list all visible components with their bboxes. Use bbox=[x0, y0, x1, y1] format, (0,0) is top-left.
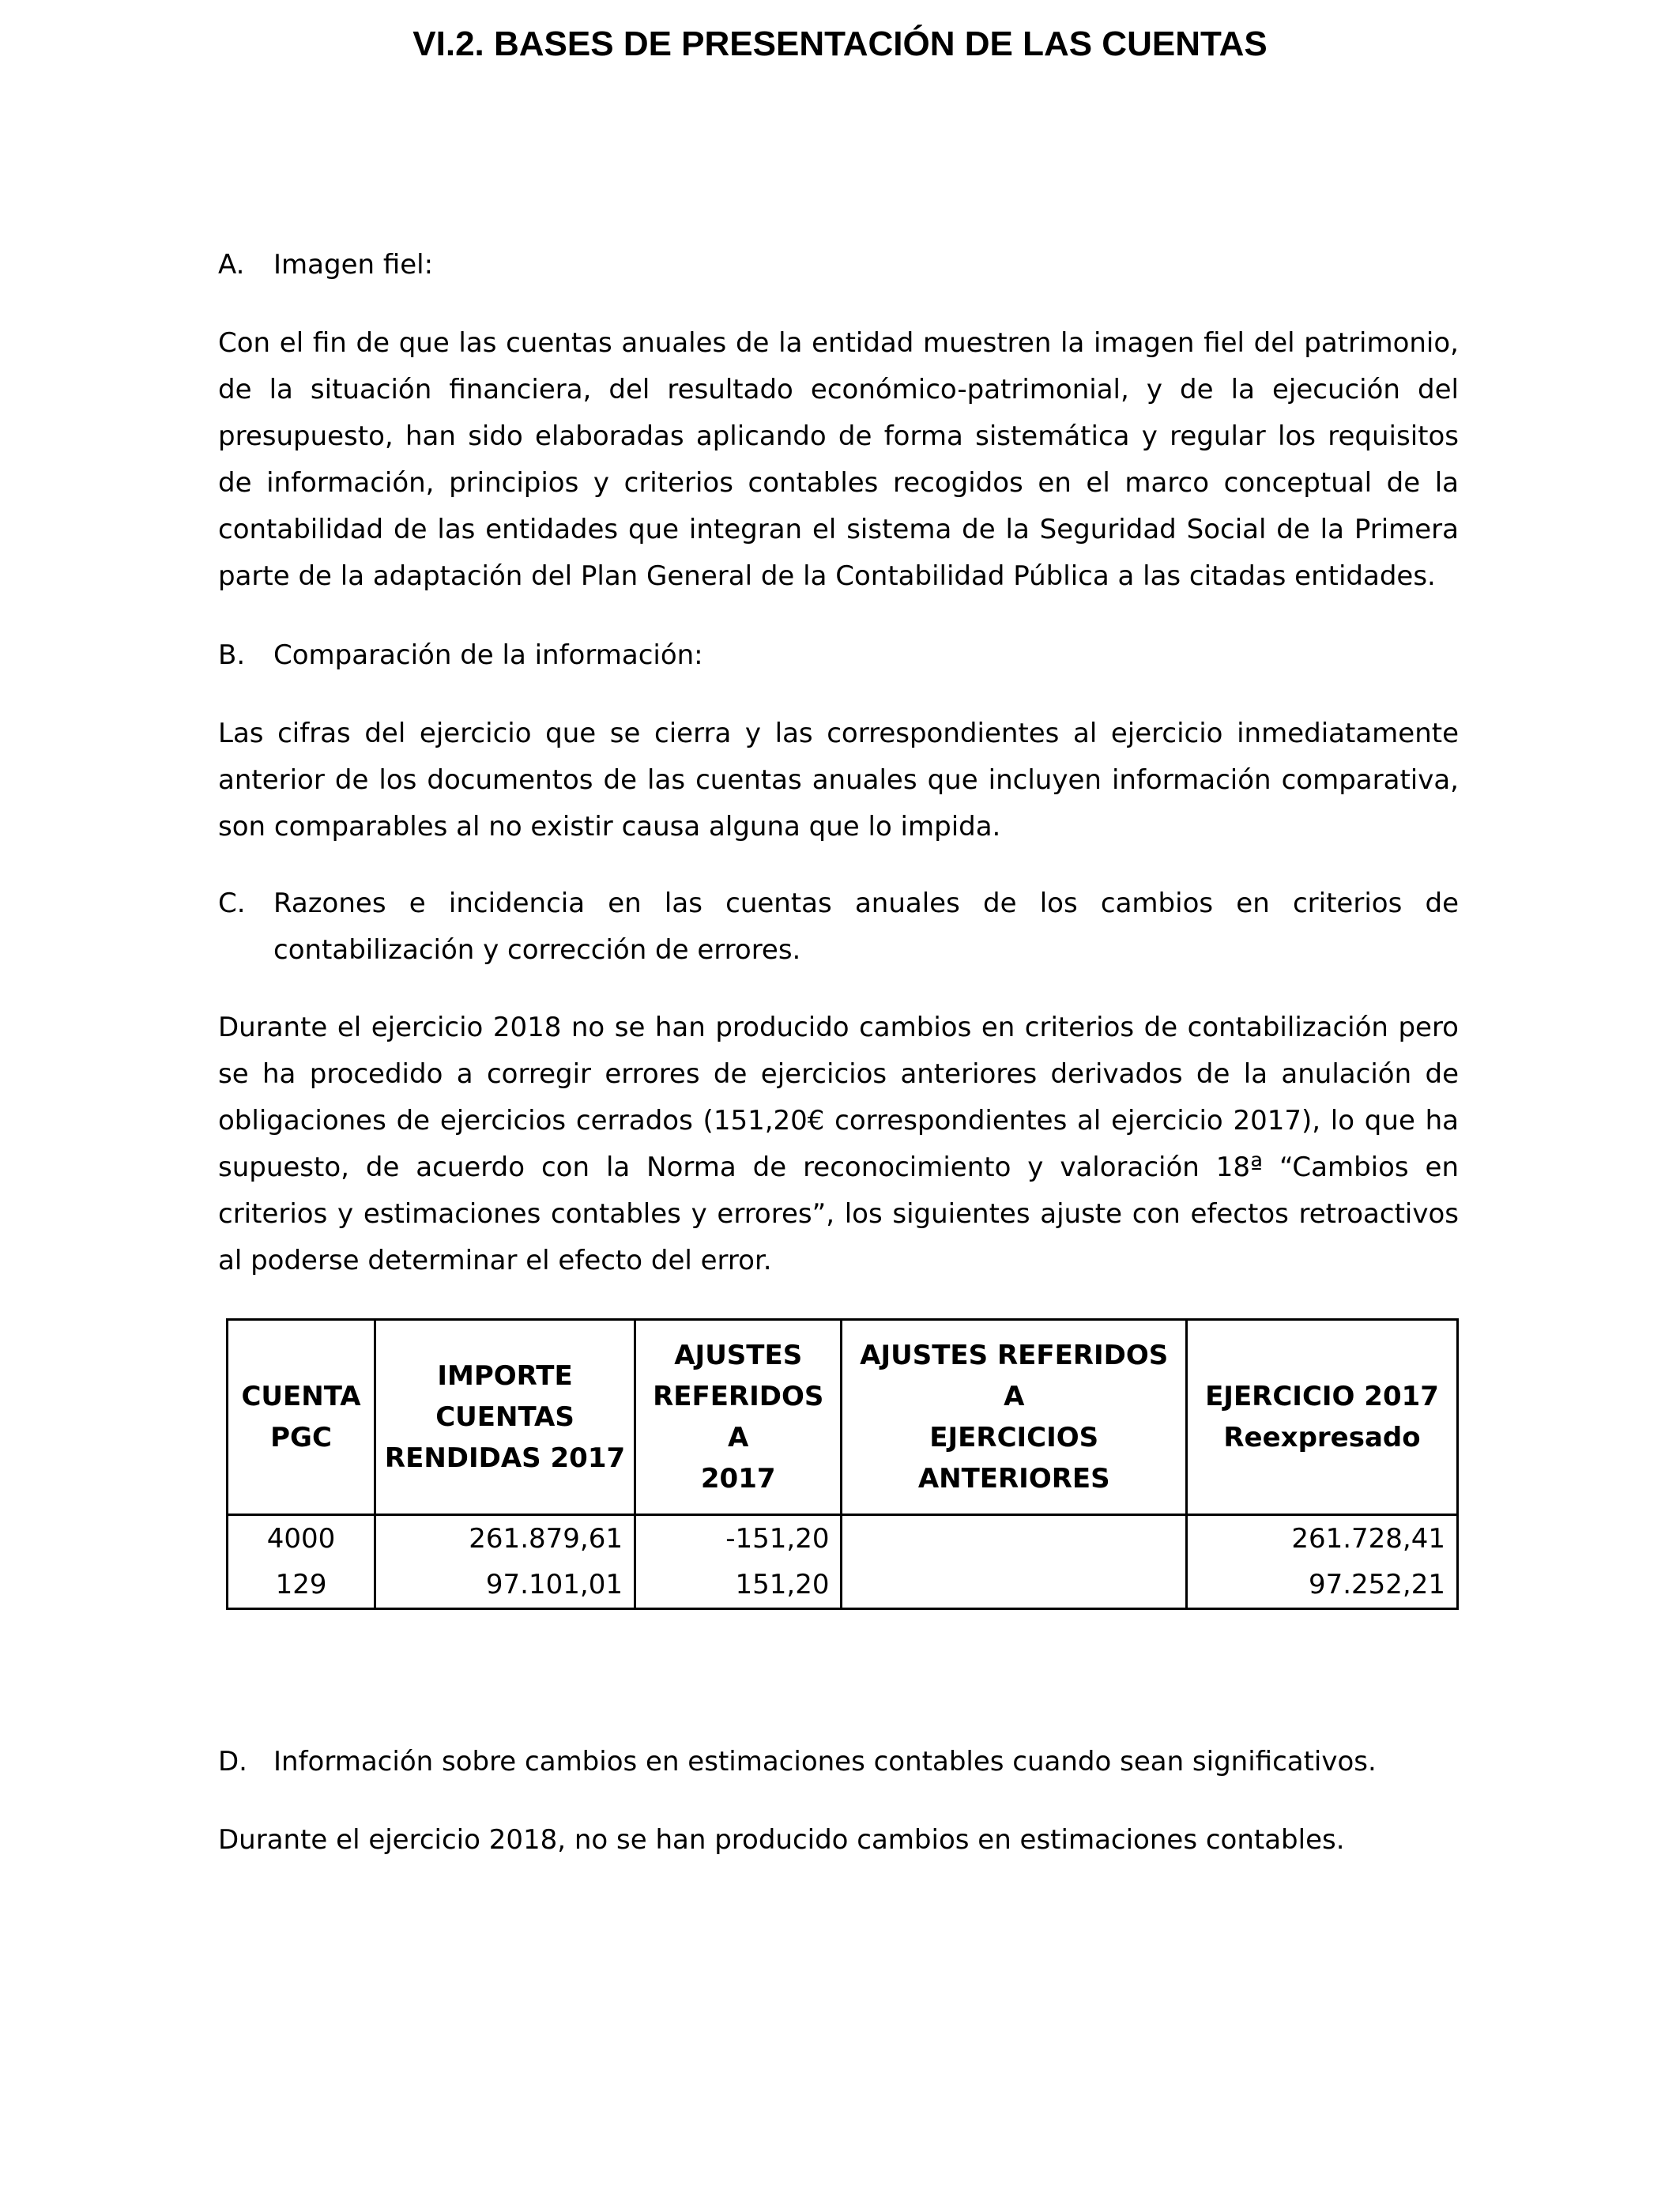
header-ajustes-anteriores: AJUSTES REFERIDOS A EJERCICIOS ANTERIORES bbox=[842, 1320, 1187, 1515]
section-d-body bbox=[218, 1817, 1459, 1864]
section-b-title: Comparación de la información: bbox=[273, 639, 703, 671]
section-a-heading bbox=[218, 242, 433, 288]
cell-cuenta: 4000 bbox=[228, 1515, 375, 1563]
section-c-heading bbox=[218, 880, 1459, 974]
header-ejercicio: EJERCICIO 2017 Reexpresado bbox=[1186, 1320, 1457, 1515]
table-row bbox=[228, 1562, 1458, 1609]
cell-ajustes-2017: -151,20 bbox=[635, 1515, 842, 1563]
table-header-row bbox=[228, 1320, 1458, 1515]
cell-ejercicio: 97.252,21 bbox=[1186, 1562, 1457, 1609]
section-c-mark: C. bbox=[218, 888, 246, 919]
section-b-paragraph: Las cifras del ejercicio que se cierra y las correspondientes al ejercicio inmediatamente anterior de los documentos de las cuentas anuales que incluyen información comparativa, son comparables al no existir causa alguna que lo impida. bbox=[218, 718, 1459, 843]
adjustments-table bbox=[226, 1318, 1459, 1610]
section-c-body bbox=[218, 1005, 1459, 1284]
section-d-heading bbox=[218, 1739, 1377, 1785]
section-d-mark: D. bbox=[218, 1746, 247, 1777]
header-cuenta: CUENTA PGC bbox=[228, 1320, 375, 1515]
cell-ajustes-anteriores bbox=[842, 1515, 1187, 1563]
cell-ajustes-2017: 151,20 bbox=[635, 1562, 842, 1609]
section-b-mark: B. bbox=[218, 639, 246, 671]
table-row bbox=[228, 1515, 1458, 1563]
cell-importe: 97.101,01 bbox=[375, 1562, 635, 1609]
cell-ejercicio: 261.728,41 bbox=[1186, 1515, 1457, 1563]
header-ajustes-2017: AJUSTES REFERIDOS A 2017 bbox=[635, 1320, 842, 1515]
cell-cuenta: 129 bbox=[228, 1562, 375, 1609]
section-a-body bbox=[218, 320, 1459, 600]
section-d-paragraph: Durante el ejercicio 2018, no se han producido cambios en estimaciones contables. bbox=[218, 1824, 1345, 1856]
section-d-title: Información sobre cambios en estimaciones contables cuando sean significativos. bbox=[273, 1746, 1377, 1777]
section-b-body bbox=[218, 711, 1459, 850]
cell-importe: 261.879,61 bbox=[375, 1515, 635, 1563]
page-title: VI.2. BASES DE PRESENTACIÓN DE LAS CUENTAS bbox=[412, 25, 1268, 63]
header-importe: IMPORTE CUENTAS RENDIDAS 2017 bbox=[375, 1320, 635, 1515]
section-b-heading bbox=[218, 632, 703, 679]
section-c-paragraph: Durante el ejercicio 2018 no se han producido cambios en criterios de contabilización pero se ha procedido a corregir errores de ejercicios anteriores derivados de la anulación de obligaciones de ejercicios cerrados (151,20€ correspondientes al ejercicio 2017), lo que ha supuesto, de acuerdo con la Norma de reconocimiento y valoración 18ª “Cambios en criterios y estimaciones contables y errores”, los siguientes ajuste con efectos retroactivos al poderse determinar el efecto del error. bbox=[218, 1012, 1459, 1276]
section-a-title: Imagen fiel: bbox=[273, 249, 434, 281]
section-a-paragraph: Con el fin de que las cuentas anuales de la entidad muestren la imagen fiel del patrimonio, de la situación financiera, del resultado económico-patrimonial, y de la ejecución del presupuesto, han sido elaboradas aplicando de forma sistemática y regular los requisitos de información, principios y criterios contables recogidos en el marco conceptual de la contabilidad de las entidades que integran el sistema de la Seguridad Social de la Primera parte de la adaptación del Plan General de la Contabilidad Pública a las citadas entidades. bbox=[218, 327, 1459, 592]
section-a-mark: A. bbox=[218, 249, 245, 281]
section-c-title: Razones e incidencia en las cuentas anuales de los cambios en criterios de contabilización y corrección de errores. bbox=[273, 888, 1459, 966]
cell-ajustes-anteriores bbox=[842, 1562, 1187, 1609]
